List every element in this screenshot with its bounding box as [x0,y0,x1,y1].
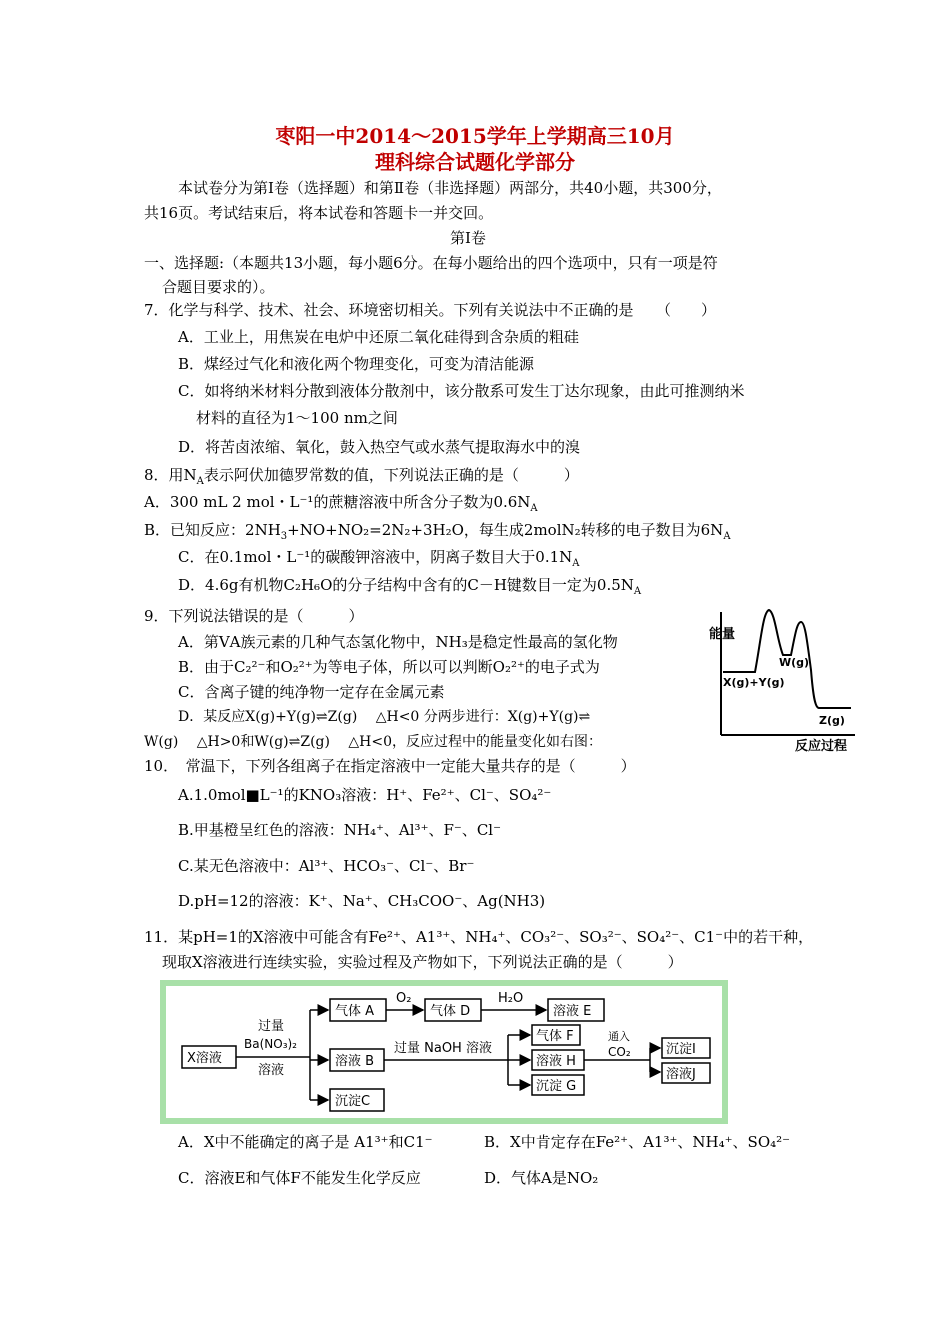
q11-stem1: 11．某pH=1的X溶液中可能含有Fe²⁺、A1³⁺、NH₄⁺、CO₃²⁻、SO₃²⁻、SO₄²⁻、C1⁻中的若干种， [144,928,814,946]
q7-stem: 7．化学与科学、技术、社会、环境密切相关。下列有关说法中不正确的是 （ ） [144,301,717,319]
reactants-label: X(g)+Y(g) [723,676,785,689]
gas-f-label: 气体 F [536,1029,574,1044]
q10-option-c: C.某无色溶液中：Al³⁺、HCO₃⁻、Cl⁻、Br⁻ [178,857,475,875]
precipitate-g-label: 沉淀 G [536,1079,577,1094]
q9-option-a: A．第ⅤA族元素的几种气态氢化物中，NH₃是稳定性最高的氢化物 [178,633,618,651]
q10-option-a: A.1.0mol■L⁻¹的KNO₃溶液：H⁺、Fe²⁺、Cl⁻、SO₄²⁻ [178,786,552,804]
intro-line1: 本试卷分为第Ⅰ卷（选择题）和第Ⅱ卷（非选择题）两部分，共40小题，共300分， [178,179,722,197]
intro-line2: 共16页。考试结束后，将本试卷和答题卡一并交回。 [144,204,494,222]
product-label: Z(g) [819,714,845,727]
precipitate-i-label: 沉淀Ⅰ [666,1042,696,1057]
solution-b-label: 溶液 B [335,1054,375,1069]
q9-option-c: C．含离子键的纯净物一定存在金属元素 [178,683,445,701]
q11-option-c: C．溶液E和气体F不能发生化学反应 [178,1169,421,1187]
q7-option-c1: C．如将纳米材料分散到液体分散剂中，该分散系可发生丁达尔现象，由此可推测纳米 [178,382,745,400]
q8-stem: 8．用$N_A$表示阿伏加德罗常数的值，下列说法正确的是（ ） [144,466,579,487]
q8-option-a: A．300 mL 2 mol・L⁻¹的蔗糖溶液中所含分子数为$0.6N_A$ [144,493,538,514]
q10-stem: 10． 常温下，下列各组离子在指定溶液中一定能大量共存的是（ ） [144,757,636,775]
x-label: 反应过程 [795,739,848,754]
x-solution-label: X溶液 [187,1051,222,1066]
precipitate-c-label: 沉淀C [335,1094,371,1109]
solution-h-label: 溶液 H [536,1054,576,1069]
h2o-label: H₂O [498,991,524,1006]
part1-line1: 一、选择题:（本题共13小题，每小题6分。在每小题给出的四个选项中，只有一项是符 [144,254,718,272]
y-label: 能量 [709,627,736,642]
q9-option-b: B．由于C₂²⁻和O₂²⁺为等电子体，所以可以判断O₂²⁺的电子式为 [178,658,600,676]
q9-option-d1: D．某反应X(g)+Y(g)⇌Z(g) △H<0 分两步进行：X(g)+Y(g)⇌ [178,709,591,725]
q7-option-c2: 材料的直径为1～100 nm之间 [196,409,398,427]
section-heading: 第Ⅰ卷 [450,229,486,247]
q9-stem: 9．下列说法错误的是（ ） [144,607,364,625]
q11-option-b: B．X中肯定存在Fe²⁺、A1³⁺、NH₄⁺、SO₄²⁻ [484,1133,791,1151]
energy-diagram [705,600,865,755]
reagent1-line2: Ba(NO₃)₂ [244,1037,297,1051]
co2-line2: CO₂ [608,1045,631,1059]
o2-label: O₂ [396,991,412,1006]
q10-option-b: B.甲基橙呈红色的溶液：NH₄⁺、Al³⁺、F⁻、Cl⁻ [178,821,502,839]
solution-e-label: 溶液 E [553,1004,592,1019]
exam-title-line1: 枣阳一中2014～2015学年上学期高三10月 [275,124,675,148]
q11-stem2: 现取X溶液进行连续实验，实验过程及产物如下，下列说法正确的是（ ） [162,953,683,971]
q11-option-a: A．X中不能确定的离子是 A1³⁺和C1⁻ [178,1133,433,1151]
q8-option-c: C．在0.1mol・L⁻¹的碳酸钾溶液中，阴离子数目大于$0.1N_A$ [178,548,580,569]
reagent1-line1: 过量 [258,1019,285,1034]
q10-option-d: D.pH=12的溶液：K⁺、Na⁺、CH₃COO⁻、Ag(NH3) [178,892,546,910]
q8-option-b: B．已知反应：$2NH_3+NO+NO_2=2N_2+3H_2O$，每生成2molN₂转移的电子数目为$6N_A$ [144,521,731,542]
q7-option-d: D．将苦卤浓缩、氧化，鼓入热空气或水蒸气提取海水中的溴 [178,438,581,456]
part1-line2: 合题目要求的）。 [162,278,275,296]
reagent1-line3: 溶液 [258,1063,285,1078]
co2-line1: 通入 [608,1030,630,1043]
q11-option-d: D．气体A是NO₂ [484,1169,599,1187]
solution-j-label: 溶液J [666,1067,696,1082]
reagent2-label: 过量 NaOH 溶液 [394,1041,492,1056]
q7-option-a: A．工业上，用焦炭在电炉中还原二氧化硅得到含杂质的粗硅 [178,328,579,346]
intermediate-label: W(g) [779,656,810,669]
gas-d-label: 气体 D [430,1004,471,1019]
gas-a-label: 气体 A [335,1004,375,1019]
exam-title-line2: 理科综合试题化学部分 [375,150,575,174]
q7-option-b: B．煤经过气化和液化两个物理变化，可变为清洁能源 [178,355,535,373]
q9-option-d2: W(g) △H>0和W(g)⇌Z(g) △H<0，反应过程中的能量变化如右图： [144,734,603,750]
q8-option-d: D．4.6g有机物C₂H₆O的分子结构中含有的C－H键数目一定为$0.5N_A$ [178,576,642,597]
flowchart [160,980,730,1125]
